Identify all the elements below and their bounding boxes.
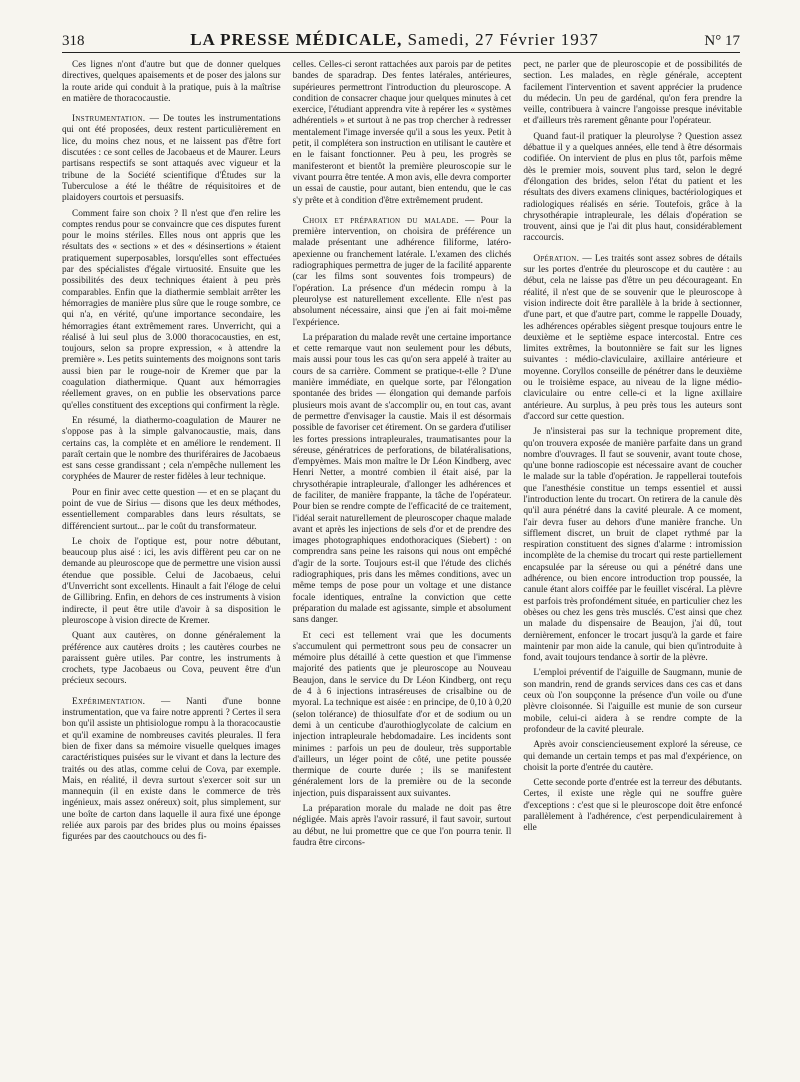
paragraph-text: Et ceci est tellement vrai que les documents s'accumulent qui permettront sous peu de consacrer un mémoire plus détaillé à cette question et que l'immense majorité des patients que je pleuroscope au Nouveau Beaujon, dans le service du Dr Léon Kindberg, ont reçu de 4 à 6 injections intraséreuses de crisalbine ou de myoral. La technique est aisée : en principe, de 0,10 à 0,20 (selon tolérance) de thiosulfate d'or et de sodium ou un demi à un centicube d'aurothioglycolate de calcium en injection intrapleurale hebdomadaire. Les incidents sont minimes : parfois un peu de douleur, très supportable d'ailleurs, un léger point de côté, une petite poussée thermique de courte durée ; ils se manifestent généralement lors de la première ou de la seconde injection, puis disparaissent aux suivantes. xyxy=(292,630,512,799)
paragraph-text: Cette seconde porte d'entrée est la terreur des débutants. Certes, il existe une règle qui ne souffre guère d'exceptions : c'est que si le pleuroscope doit être enfoncé parallèlement à l'adhérence, c'est perpendiculairement à elle xyxy=(523,778,742,834)
article-body xyxy=(62,60,742,1070)
section-heading: Expérimentation. xyxy=(72,696,146,707)
paragraph xyxy=(293,804,512,849)
paragraph xyxy=(523,132,742,245)
paragraph xyxy=(523,778,742,834)
section-heading: Choix et préparation du malade. xyxy=(302,215,459,226)
paragraph-text: En résumé, la diathermo-coagulation de Maurer ne s'oppose pas à la simple galvanocaustie, mais, dans certains cas, la complète et en améliore le rendement. Il paraît certain que le nombre des thuriféraires de Jacobaeus est sans cesse grandissant ; cela n'empêche nullement les coryphées de Maurer de rester fidèles à leur technique. xyxy=(62,415,281,483)
paragraph xyxy=(62,416,281,484)
column-right xyxy=(523,60,742,1070)
paragraph xyxy=(523,668,742,736)
paragraph-text: celles. Celles-ci seront rattachées aux parois par de petites bandes de sparadrap. Des fentes latérales, antérieures, supérieures permettront l'introduction du pleuroscope. A condition de consacrer chaque jour quelques minutes à cet exercice, l'étudiant apprendra vite à repérer les « systèmes adhérentiels » et surtout à ne pas trop chercher à redresser mentalement l'image inversée qu'il a sous les yeux. Petit à petit, il complétera son instruction en utilisant le cautère et en le faisant fonctionner. Peu à peu, les progrès se manifesteront et bientôt la première pleuroscopie sur le vivant pourra être tentée. A mon avis, elle devra comporter un essai de caustie, pour autant, bien entendu, que le cas s'y prête et à condition d'être extrêmement prudent. xyxy=(292,60,512,206)
paragraph xyxy=(523,740,742,774)
paragraph xyxy=(62,537,281,627)
paragraph xyxy=(62,631,281,687)
section-heading: Instrumentation. xyxy=(72,114,146,125)
issue-number: N° 17 xyxy=(704,33,740,49)
page-number: 318 xyxy=(62,33,85,49)
paragraph-text: La préparation morale du malade ne doit pas être négligée. Mais après l'avoir rassuré, il faut savoir, surtout au début, ne lui promettre que ce que l'on pourra tenir. Il faudra être circons- xyxy=(292,804,512,848)
issue-date: Samedi, 27 Février 1937 xyxy=(407,30,599,49)
paragraph xyxy=(293,631,512,800)
column-middle xyxy=(293,60,512,1070)
paragraph-text: Le choix de l'optique est, pour notre débutant, beaucoup plus aisé : ici, les avis diffèrent peu car on ne demande au pleuroscope que de permettre une vision aussi étendue que possible. Celui de Jacobaeus, celui d'Unverricht sont excellents. Hinault a fait l'éloge de celui de Gillibring. Enfin, en dehors de ces instruments à vision indirecte, il peut être utile d'avoir à sa disposition le pleuroscope à vision directe de Kremer. xyxy=(62,536,281,626)
paragraph-text: — Les traités sont assez sobres de détails sur les portes d'entrée du pleuroscope et du cautère : au début, cela ne laisse pas d'être un peu décourageant. En réalité, il n'est que de se souvenir que le pleuroscope à vision indirecte doit être parallèle à la bride à sectionner, d'une part, et que d'autre part, comme le rappelle Douady, les adhérences opérables siègent presque toujours entre le deuxième et le septième espace intercostal. Entre ces limites extrêmes, la boutonnière se fait sur les lignes suivantes : médio-claviculaire, axillaire antérieure et moyenne. Coryllos conseille de pénétrer dans le deuxième ou le troisième espace, au niveau de la ligne médio-claviculaire ou entre celle-ci et la ligne axillaire antérieure. Au surplus, à peu près tous les auteurs sont d'accord sur cette question. xyxy=(523,253,742,422)
paragraph-text: Ces lignes n'ont d'autre but que de donner quelques directives, quelques apaisements et de poser des jalons sur la route aride qui conduit à la pratique, puis à la maîtrise en matière de thoracocaustie. xyxy=(62,60,281,104)
section-paragraph xyxy=(62,697,281,844)
paragraph-text: Après avoir consciencieusement exploré la séreuse, ce qui demande un certain temps et pas mal d'expérience, on choisit la porte d'entrée du cautère. xyxy=(523,740,742,773)
paragraph xyxy=(62,488,281,533)
section-heading: Opération. xyxy=(533,253,580,264)
paragraph xyxy=(62,60,281,105)
paragraph xyxy=(62,209,281,412)
paragraph-text: pect, ne parler que de pleuroscopie et de possibilités de section. Les malades, en règle générale, acceptent facilement l'intervention et savent apprécier la prudence du médecin. Un peu de gardénal, qu'on fera prendre la veille, contribuera à vaincre l'angoisse presque inévitable et d'ailleurs très rarement gênante pour l'opérateur. xyxy=(523,60,742,127)
paragraph-text: L'emploi préventif de l'aiguille de Saugmann, munie de son mandrin, rend de grands services dans ces cas et dans ceux où l'on soupçonne la présence d'un voile ou d'une plèvre cloisonnée. Si l'aiguille est munie de son curseur mobile, celui-ci aidera à se rendre compte de la profondeur de la cavité pleurale. xyxy=(523,668,742,735)
paragraph-text: Pour en finir avec cette question — et en se plaçant du point de vue de Sirius — disons que les deux méthodes, essentiellement comparables dans leurs résultats, se différencient surtout... par le coût du transformateur. xyxy=(62,487,281,532)
page-header xyxy=(62,30,740,53)
running-title xyxy=(190,30,599,50)
section-paragraph xyxy=(523,254,742,423)
paragraph xyxy=(523,427,742,664)
paragraph-text: — Nanti d'une bonne instrumentation, que va faire notre apprenti ? Certes il sera bon qu'il assiste un phtisiologue rompu à la thoracocaustie et qu'il examine de nombreuses cavités pleurales. Il fera bien de fixer dans sa mémoire visuelle quelques images caractéristiques puisées sur le vivant et dans la lecture des traités ou des atlas, comme celui de Cova, par exemple. Mais, en réalité, il devra surtout s'exercer soit sur un mannequin (il en existe dans le commerce de très ingénieux, mais assez onéreux) soit, plus simplement, sur une boîte de carton dans laquelle il aura fixé une éponge reliée aux parois par des brides plus ou moins épaisses figurées par des caoutchoucs ou des fi- xyxy=(62,696,281,843)
paragraph xyxy=(293,333,512,627)
paragraph-text: Je n'insisterai pas sur la technique proprement dite, qu'on trouvera exposée de manière parfaite dans un grand nombre d'ouvrages. Il faut se souvenir, avant toute chose, qu'une bonne radioscopie est nécessaire avant de coucher le malade sur la table d'opération. Je rappellerai toutefois que l'anesthésie constitue un temps essentiel et aussi l'introduction lente du trocart. On retirera de la canule dès qu'il aura pénétré dans la cavité pleurale. A ce moment, l'air devra fuser au dehors d'une manière franche. Un sifflement discret, un bruit de clapet rythmé par la respiration constituent des signes d'alarme : intromission incomplète de la chemise du trocart qui reste partiellement encapsulée par la séreuse ou qui a pénétré dans une adhérence, ou bien encore introduction trop poussée, la canule étant alors coiffée par le feuillet viscéral. La plèvre est parfois très profondément située, en particulier chez les obèses ou chez les gens très musclés. C'est ainsi que chez un malade du dispensaire de Beaujon, j'ai dû, tout dernièrement, enfoncer le trocart jusqu'à la garde et faire maintenir par mon aide la canule, qui bien qu'introduite à fond, avait toujours tendance à sortir de la plèvre. xyxy=(523,427,742,664)
section-paragraph xyxy=(62,114,281,204)
paragraph-text: La préparation du malade revêt une certaine importance et cette remarque vaut non seulement pour les débuts, mais aussi pour tous les cas qu'on sera appelé à traiter au cours de sa carrière. Comment se pratique-t-elle ? D'une manière immédiate, en quelque sorte, par l'élongation spontanée des brides — élongation qui demande parfois plusieurs mois avant de s'accomplir ou, en tout cas, avant de permettre d'envisager la caustie. Mais il est désormais possible de favoriser cet étirement. On se gardera d'utiliser les fortes pressions intrapleurales, traumatisantes pour la séreuse, génératrices de perforations, de bilatéralisations, d'empyèmes. Mais mon maître le Dr Léon Kindberg, avec Henri Netter, a montré combien il était aisé, par la chrysothérapie intrapleurale, d'allonger les adhérences et de faciliter, de manière frappante, la tâche de l'opérateur. Pour bien se rendre compte de l'efficacité de ce traitement, l'idéal serait naturellement de pleuroscoper chaque malade avant et après les injections de sels d'or et de prendre des images photographiques endothoraciques (Siebert) : on comprendra sans peine les raisons qui nous ont empêché d'agir de la sorte. Toujours est-il que l'étude des clichés radiographiques, pris dans les mêmes conditions, avec un même temps de pose pour un voltage et une distance focale identiques, entraîne la conviction que cette préparation du malade est agissante, simple et absolument sans danger. xyxy=(292,332,512,626)
paragraph xyxy=(523,60,742,128)
paragraph xyxy=(293,60,512,207)
paragraph-text: Quant aux cautères, on donne généralement la préférence aux cautères droits ; les cautères courbes ne paraissent guère utiles. Par contre, les instruments à crochets, type Jacobaeus ou Cova, peuvent être d'un précieux secours. xyxy=(62,631,281,687)
column-left xyxy=(62,60,281,1070)
paragraph-text: — De toutes les instrumentations qui ont été proposées, deux restent particulièrement en lice, du moins chez nous, et ne laissent pas d'être fort discutées : ce sont celles de Jacobaeus et de Maurer. Leurs partisans respectifs se sont attaqués avec vigueur et la tribune de la Société scientifique d'Études sur la Tuberculose a été le théâtre de réquisitoires et de plaidoyers courtois et persuasifs. xyxy=(62,114,281,204)
paragraph-text: Quand faut-il pratiquer la pleurolyse ? Question assez débattue il y a quelques années, elle tend à être désormais codifiée. On intervient de plus en plus tôt, parfois même dès le premier mois, souvent plus tard, selon le degré d'élongation des brides, selon l'état du patient et les résultats des divers examens cliniques, bactériologiques et radiologiques réalisés en série. Toutefois, grâce à la chrysothérapie intrapleurale, les délais d'opération se trouvent, ainsi que je l'ai dit plus haut, considérablement raccourcis. xyxy=(523,131,742,244)
paragraph-text: — Pour la première intervention, on choisira de préférence un malade présentant une adhérence filiforme, latéro-apexienne ou franchement latérale. L'examen des clichés radiographiques permettra de juger de la facilité apparente (car les films sont souventes fois trompeurs) de l'opération. La présence d'un médecin rompu à la pleurolyse est naturellement excellente. Elle n'est pas absolument nécessaire, ainsi que j'en ai fait moi-même l'expérience. xyxy=(292,215,512,328)
paragraph-text: Comment faire son choix ? Il n'est que d'en relire les comptes rendus pour se convaincre que ces disputes furent pour le moins stériles. Elles nous ont appris que les résultats des « sections » et des « désinsertions » étaient pratiquement superposables, lorsqu'elles sont effectuées par des spécialistes d'égale virtuosité. Ensuite que les possibilités des deux techniques étaient à peu près comparables. Enfin que la diathermie semblait arrêter les hémorragies de manière plus sûre que le rouge sombre, ce qui n'a, en vérité, qu'une importance secondaire, les hémorragies étant extrêmement rares. Unverricht, qui a réalisé à lui seul plus de 3.000 thoracocausties, en est, toujours, selon sa propre expression, « à attendre la première ». Les petits suintements des moignons sont taris aussi bien par le rouge-noir de Kremer que par la coagulation diathermique. Quant aux hémorragies réellement graves, on en publie les observations parce qu'elles constituent des exceptions qui confirment la règle. xyxy=(62,208,281,411)
section-paragraph xyxy=(293,216,512,329)
journal-name: LA PRESSE MÉDICALE, xyxy=(190,30,403,49)
